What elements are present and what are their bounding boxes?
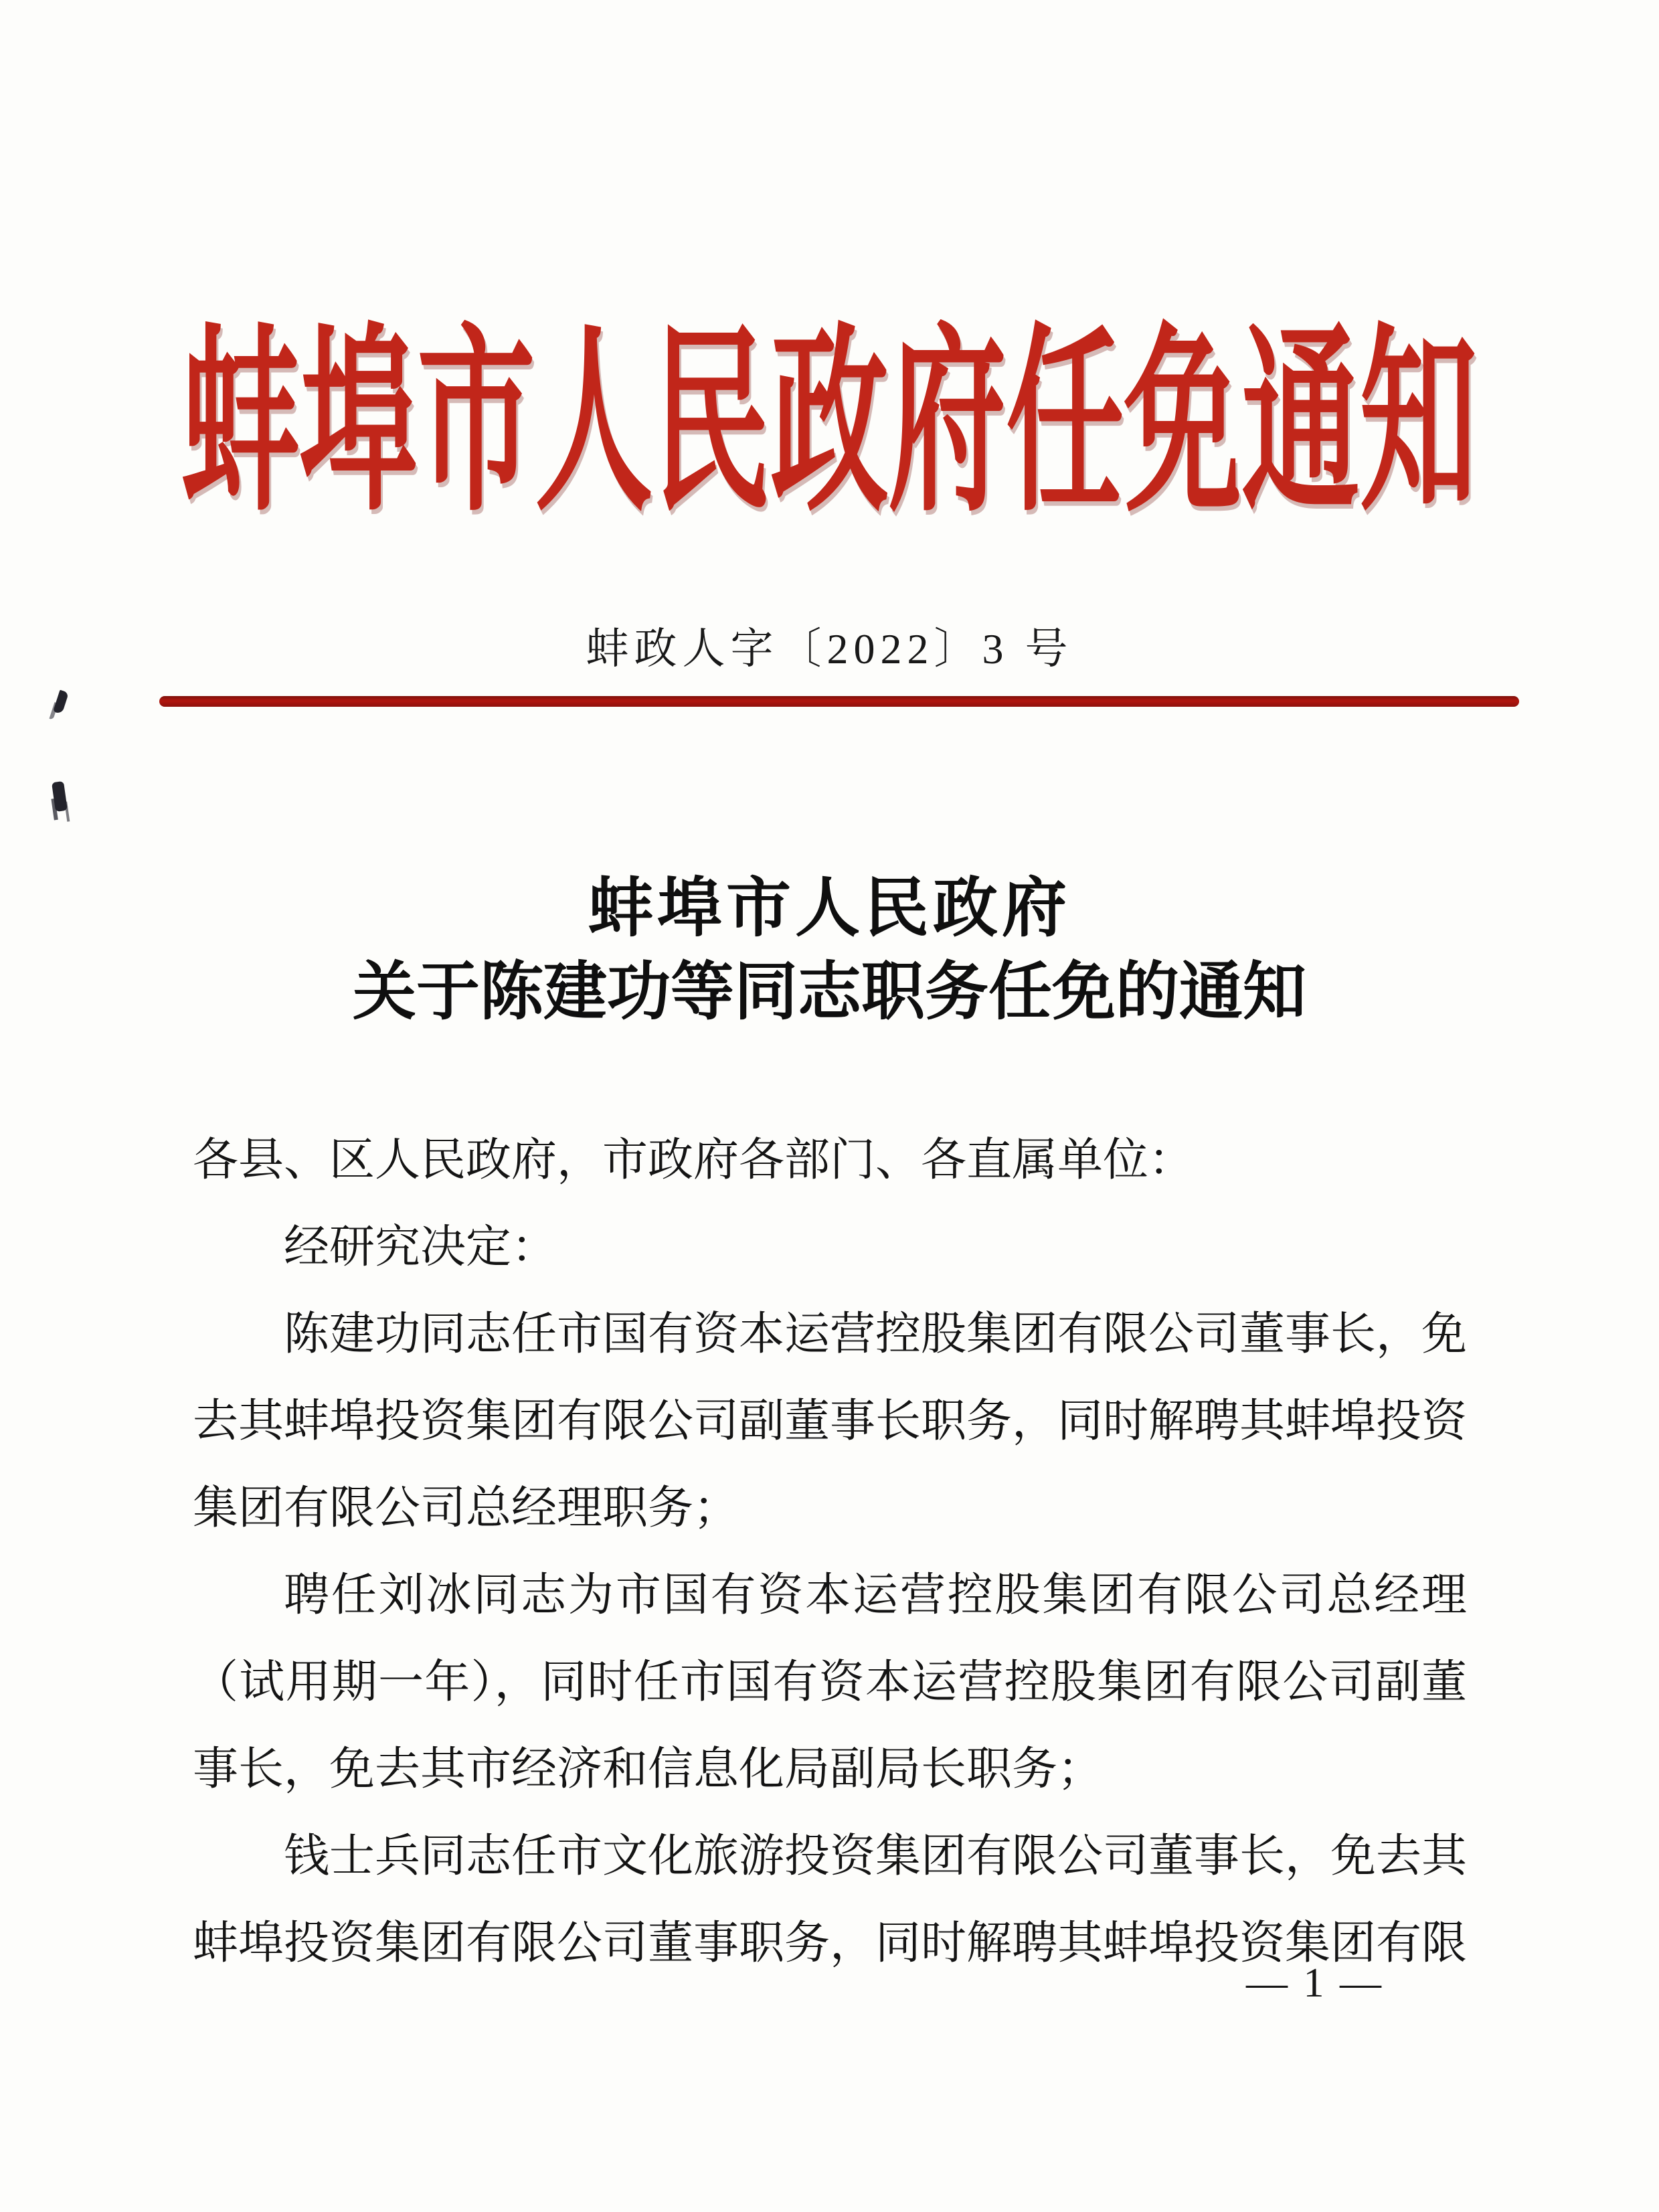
masthead — [0, 288, 1659, 535]
body-paragraph: 钱士兵同志任市文化旅游投资集团有限公司董事长，免去其蚌埠投资集团有限公司董事职务，同时解聘其蚌埠投资集团有限 — [193, 1831, 1468, 1968]
scan-artifact-mark — [53, 690, 69, 715]
page-number: — 1 — — [1246, 1960, 1384, 2006]
masthead-title: 蚌埠市人民政府任免通知 — [181, 313, 1478, 535]
red-divider-rule — [159, 696, 1519, 707]
notice-heading — [0, 867, 1659, 1033]
notice-title-line2: 关于陈建功等同志职务任免的通知 — [352, 956, 1306, 1027]
notice-body — [193, 1116, 1467, 1986]
salutation-line: 各县、区人民政府，市政府各部门、各直属单位： — [193, 1134, 1195, 1185]
scan-artifact-mark — [52, 781, 68, 812]
body-paragraph: 陈建功同志任市国有资本运营控股集团有限公司董事长，免去其蚌埠投资集团有限公司副董事长职务，同时解聘其蚌埠投资集团有限公司总经理职务； — [193, 1308, 1468, 1533]
document-number: 蚌政人字〔2022〕3 号 — [586, 625, 1073, 673]
body-paragraph: 聘任刘冰同志为市国有资本运营控股集团有限公司总经理（试用期一年），同时任市国有资本运营控股集团有限公司副董事长，免去其市经济和信息化局副局长职务； — [193, 1569, 1467, 1794]
notice-title-line1: 蚌埠市人民政府 — [588, 873, 1071, 944]
body-paragraph: 经研究决定： — [284, 1221, 557, 1272]
